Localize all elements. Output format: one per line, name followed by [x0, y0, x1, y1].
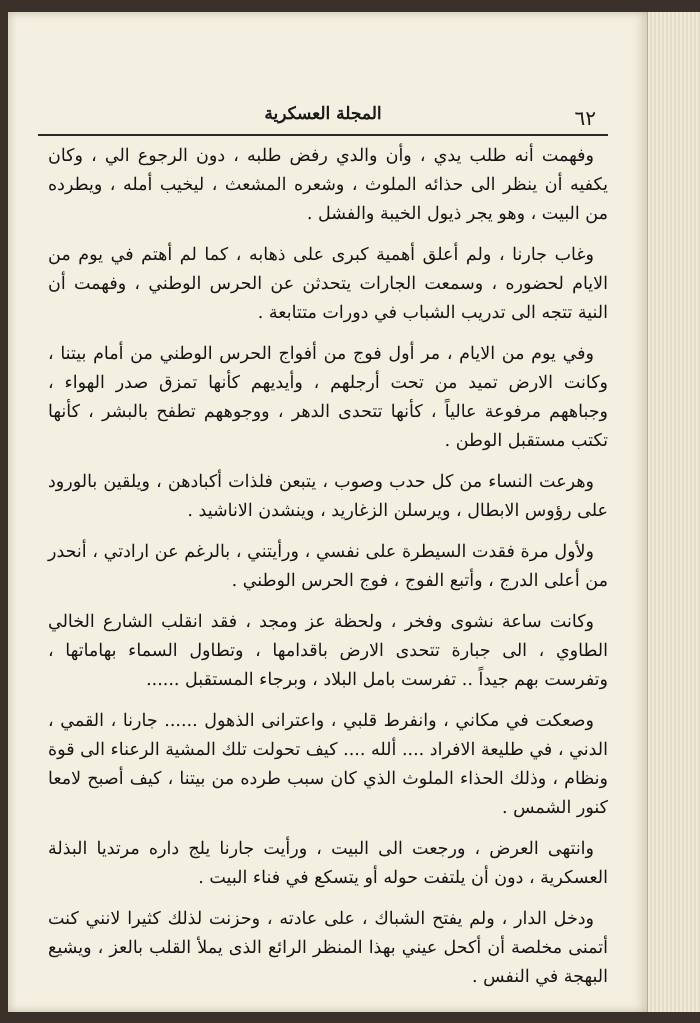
article-body — [48, 142, 608, 1004]
book-page — [8, 12, 648, 1012]
paragraph: وانتهى العرض ، ورجعت الى البيت ، ورأيت جارنا يلج داره مرتديا البذلة العسكرية ، دون أن يلتفت حوله أو يتسكع في فناء البيت . — [48, 839, 608, 888]
page-header — [38, 100, 608, 136]
paragraph: ولأول مرة فقدت السيطرة على نفسي ، ورأيتني ، بالرغم عن ارادتي ، أنحدر من أعلى الدرج ، وأتبع الفوج ، فوج الحرس الوطني . — [48, 542, 608, 591]
running-title: المجلة العسكرية — [264, 104, 382, 124]
paragraph: وكانت ساعة نشوى وفخر ، ولحظة عز ومجد ، فقد انقلب الشارع الخالي الطاوي ، الى جبارة تتحدى الارض باقدامها ، وتطاول السماء بهاماتها ، وتفرست بهم جيداً .. تفرست بامل البلاد ، وبرجاء المستقبل ...... — [48, 612, 608, 690]
page-number: ٦٢ — [574, 106, 596, 130]
paragraph: وفهمت أنه طلب يدي ، وأن والدي رفض طلبه ، دون الرجوع الي ، وكان يكفيه أن ينظر الى حذائه الملوث ، وشعره المشعث ، ليخيب أمله ، ويطرده من البيت ، وهو يجر ذيول الخيبة والفشل . — [48, 146, 608, 224]
paragraph: ودخل الدار ، ولم يفتح الشباك ، على عادته ، وحزنت لذلك كثيرا لانني كنت أتمنى مخلصة أن أكحل عيني بهذا المنظر الرائع الذى يملأ القلب بالعز ، ويشيع البهجة في النفس . — [48, 909, 608, 987]
paragraph: وغاب جارنا ، ولم أعلق أهمية كبرى على ذهابه ، كما لم أهتم في يوم من الايام لحضوره ، وسمعت الجارات يتحدثن عن الحرس الوطني ، وفهمت أن النية تتجه الى تدريب الشباب في دورات متتابعة . — [48, 245, 608, 323]
paragraph: وصعكت في مكاني ، وانفرط قلبي ، واعترانى الذهول ...... جارنا ، القمي ، الدني ، في طليعة الافراد .... ألله .... كيف تحولت تلك المشية الرعناء الى قوة ونظام ، وذلك الحذاء الملوث الذي كان سبب طرده من بيتنا ، كيف أصبح لامعا كنور الشمس . — [48, 711, 608, 818]
paragraph: وفي يوم من الايام ، مر أول فوج من أفواج الحرس الوطني من أمام بيتنا ، وكانت الارض تميد من تحت أرجلهم ، وأيديهم كأنها تمزق صدر الهواء ، وجباههم مرفوعة عالياً ، كأنها تتحدى الدهر ، ووجوههم تطفح بالبشر ، كأنها تكتب مستقبل الوطن . — [48, 344, 608, 451]
page-stack-edge — [647, 12, 700, 1012]
paragraph: وهرعت النساء من كل حدب وصوب ، يتبعن فلذات أكبادهن ، ويلقين بالورود على رؤوس الابطال ، ويرسلن الزغاريد ، وينشدن الاناشيد . — [48, 472, 608, 521]
